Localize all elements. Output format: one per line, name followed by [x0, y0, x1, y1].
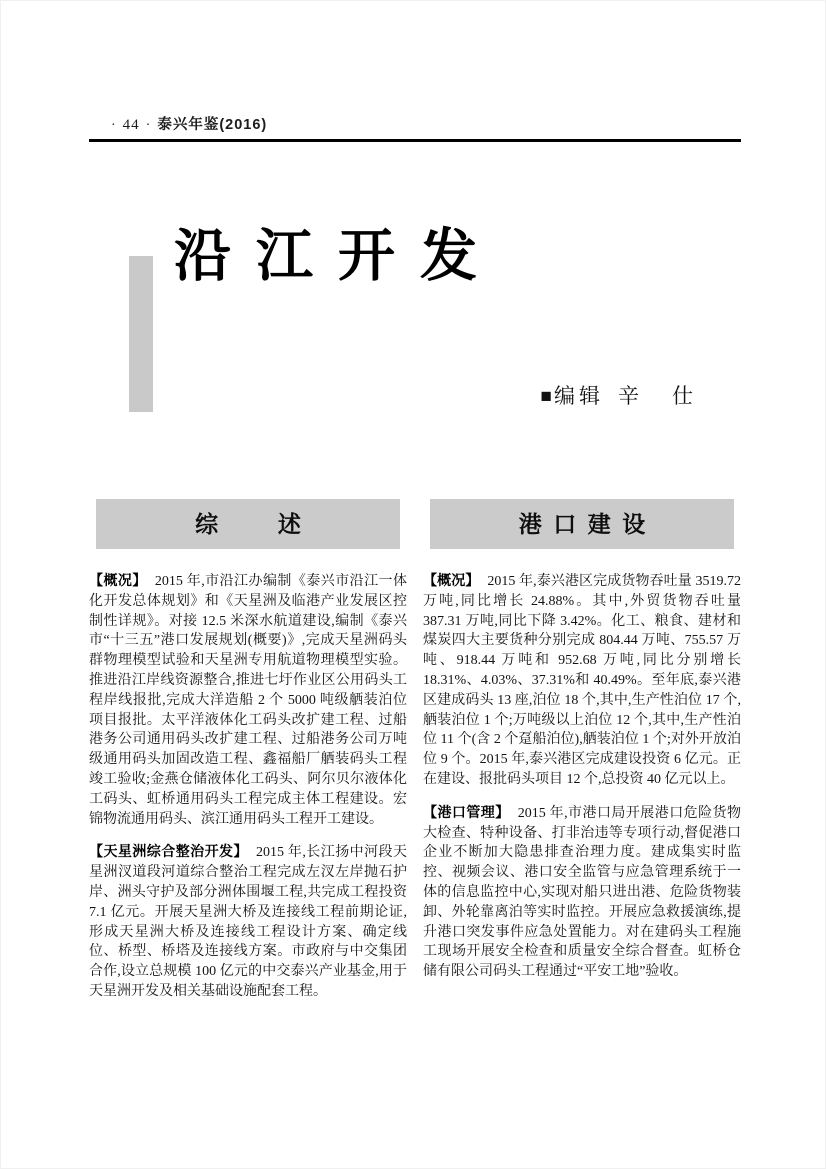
section-heading-port-construction: 港口建设 — [430, 499, 734, 549]
paragraph-label: 【天星洲综合整治开发】 — [89, 843, 248, 860]
content-columns — [89, 499, 741, 1015]
header-dot-right: · — [145, 118, 152, 133]
editor-label: 编辑 — [554, 384, 604, 408]
header-rule — [89, 139, 741, 142]
header-dot-left: · — [111, 118, 117, 133]
section-heading-overview: 综述 — [96, 499, 400, 549]
editor-name: 辛 仕 — [618, 384, 699, 408]
running-header — [105, 113, 741, 137]
paragraph-text: 2015 年,市沿江办编制《泰兴市沿江一体化开发总体规划》和《天星洲及临港产业发展区控制性详规》。对接 12.5 米深水航道建设,编制《泰兴市“十三五”港口发展规划(概要)》,完成天星洲码头群物理模型试验和天星洲专用航道物理模型实验。推进沿江岸线资源整合,推进七圩作业区公用码头工程岸线报批,完成大洋造船 2 个 5000 吨级舾装泊位项目报批。太平洋液体化工码头改扩建工程、过船港务公司通用码头改扩建工程、过船港务公司万吨级通用码头加固改造工程、鑫福船厂舾装码头工程竣工验收;金燕仓储液体化工码头、阿尔贝尔液体化工码头、虹桥通用码头工程完成主体工程建设。宏锦物流通用码头、滨江通用码头工程开工建设。 — [89, 574, 408, 827]
paragraph-tianxingzhou — [89, 842, 407, 1001]
paragraph-port-management — [423, 803, 741, 982]
chapter-title: 沿江开发 — [174, 225, 502, 288]
page-number: 44 — [122, 117, 140, 133]
book-title: 泰兴年鉴(2016) — [157, 117, 268, 133]
paragraph-text: 2015 年,市港口局开展港口危险货物大检查、特种设备、打非治违等专项行动,督促港口企业不断加大隐患排查治理力度。建成集实时监控、视频会议、港口安全监管与应急管理系统于一体的信息监控中心,实现对船只进出港、危险货物装卸、外轮靠离泊等实时监控。开展应急救援演练,提升港口突发事件应急处置能力。对在建码头工程施工现场开展安全检查和质量安全综合督查。虹桥仓储有限公司码头工程通过“平安工地”验收。 — [423, 805, 742, 980]
column-port-body — [423, 571, 741, 982]
column-port-construction — [423, 499, 741, 1015]
editor-line — [541, 382, 699, 412]
paragraph-port-general — [423, 571, 741, 790]
paragraph-label: 【港口管理】 — [423, 803, 510, 820]
column-overview-body — [89, 571, 407, 1002]
paragraph-label: 【概况】 — [89, 572, 147, 588]
column-overview — [89, 499, 407, 1015]
paragraph-label: 【概况】 — [423, 572, 480, 588]
paragraph-overview-general — [89, 571, 407, 829]
square-marker-icon: ■ — [540, 386, 552, 407]
paragraph-text: 2015 年,泰兴港区完成货物吞吐量 3519.72 万吨,同比增长 24.88%。其中,外贸货物吞吐量 387.31 万吨,同比下降 3.42%。化工、粮食、建材和煤炭四大主要货种分别完成 804.44 万吨、755.57 万吨、918.44 万吨和 952.68 万吨,同比分别增长 18.31%、4.03%、37.31%和 40.49%。至年底,泰兴港区建成码头 13 座,泊位 18 个,其中,生产性泊位 17 个,舾装泊位 1 个;万吨级以上泊位 12 个,其中,生产性泊位 11 个(含 2 个趸船泊位),舾装泊位 1 个;对外开放泊位 9 个。2015 年,泰兴港区完成建设投资 6 亿元。正在建设、报批码头项目 12 个,总投资 40 亿元以上。 — [423, 574, 742, 787]
paragraph-text: 2015 年,长江扬中河段天星洲汊道段河道综合整治工程完成左汊左岸抛石护岸、洲头守护及部分洲体围堰工程,共完成工程投资 7.1 亿元。开展天星洲大桥及连接线工程前期论证,形成天星洲大桥及连接线工程设计方案、确定线位、桥型、桥塔及连接线方案。市政府与中交集团合作,设立总规模 100 亿元的中交泰兴产业基金,用于天星洲开发及相关基础设施配套工程。 — [89, 845, 408, 999]
chapter-accent-bar — [129, 256, 153, 412]
